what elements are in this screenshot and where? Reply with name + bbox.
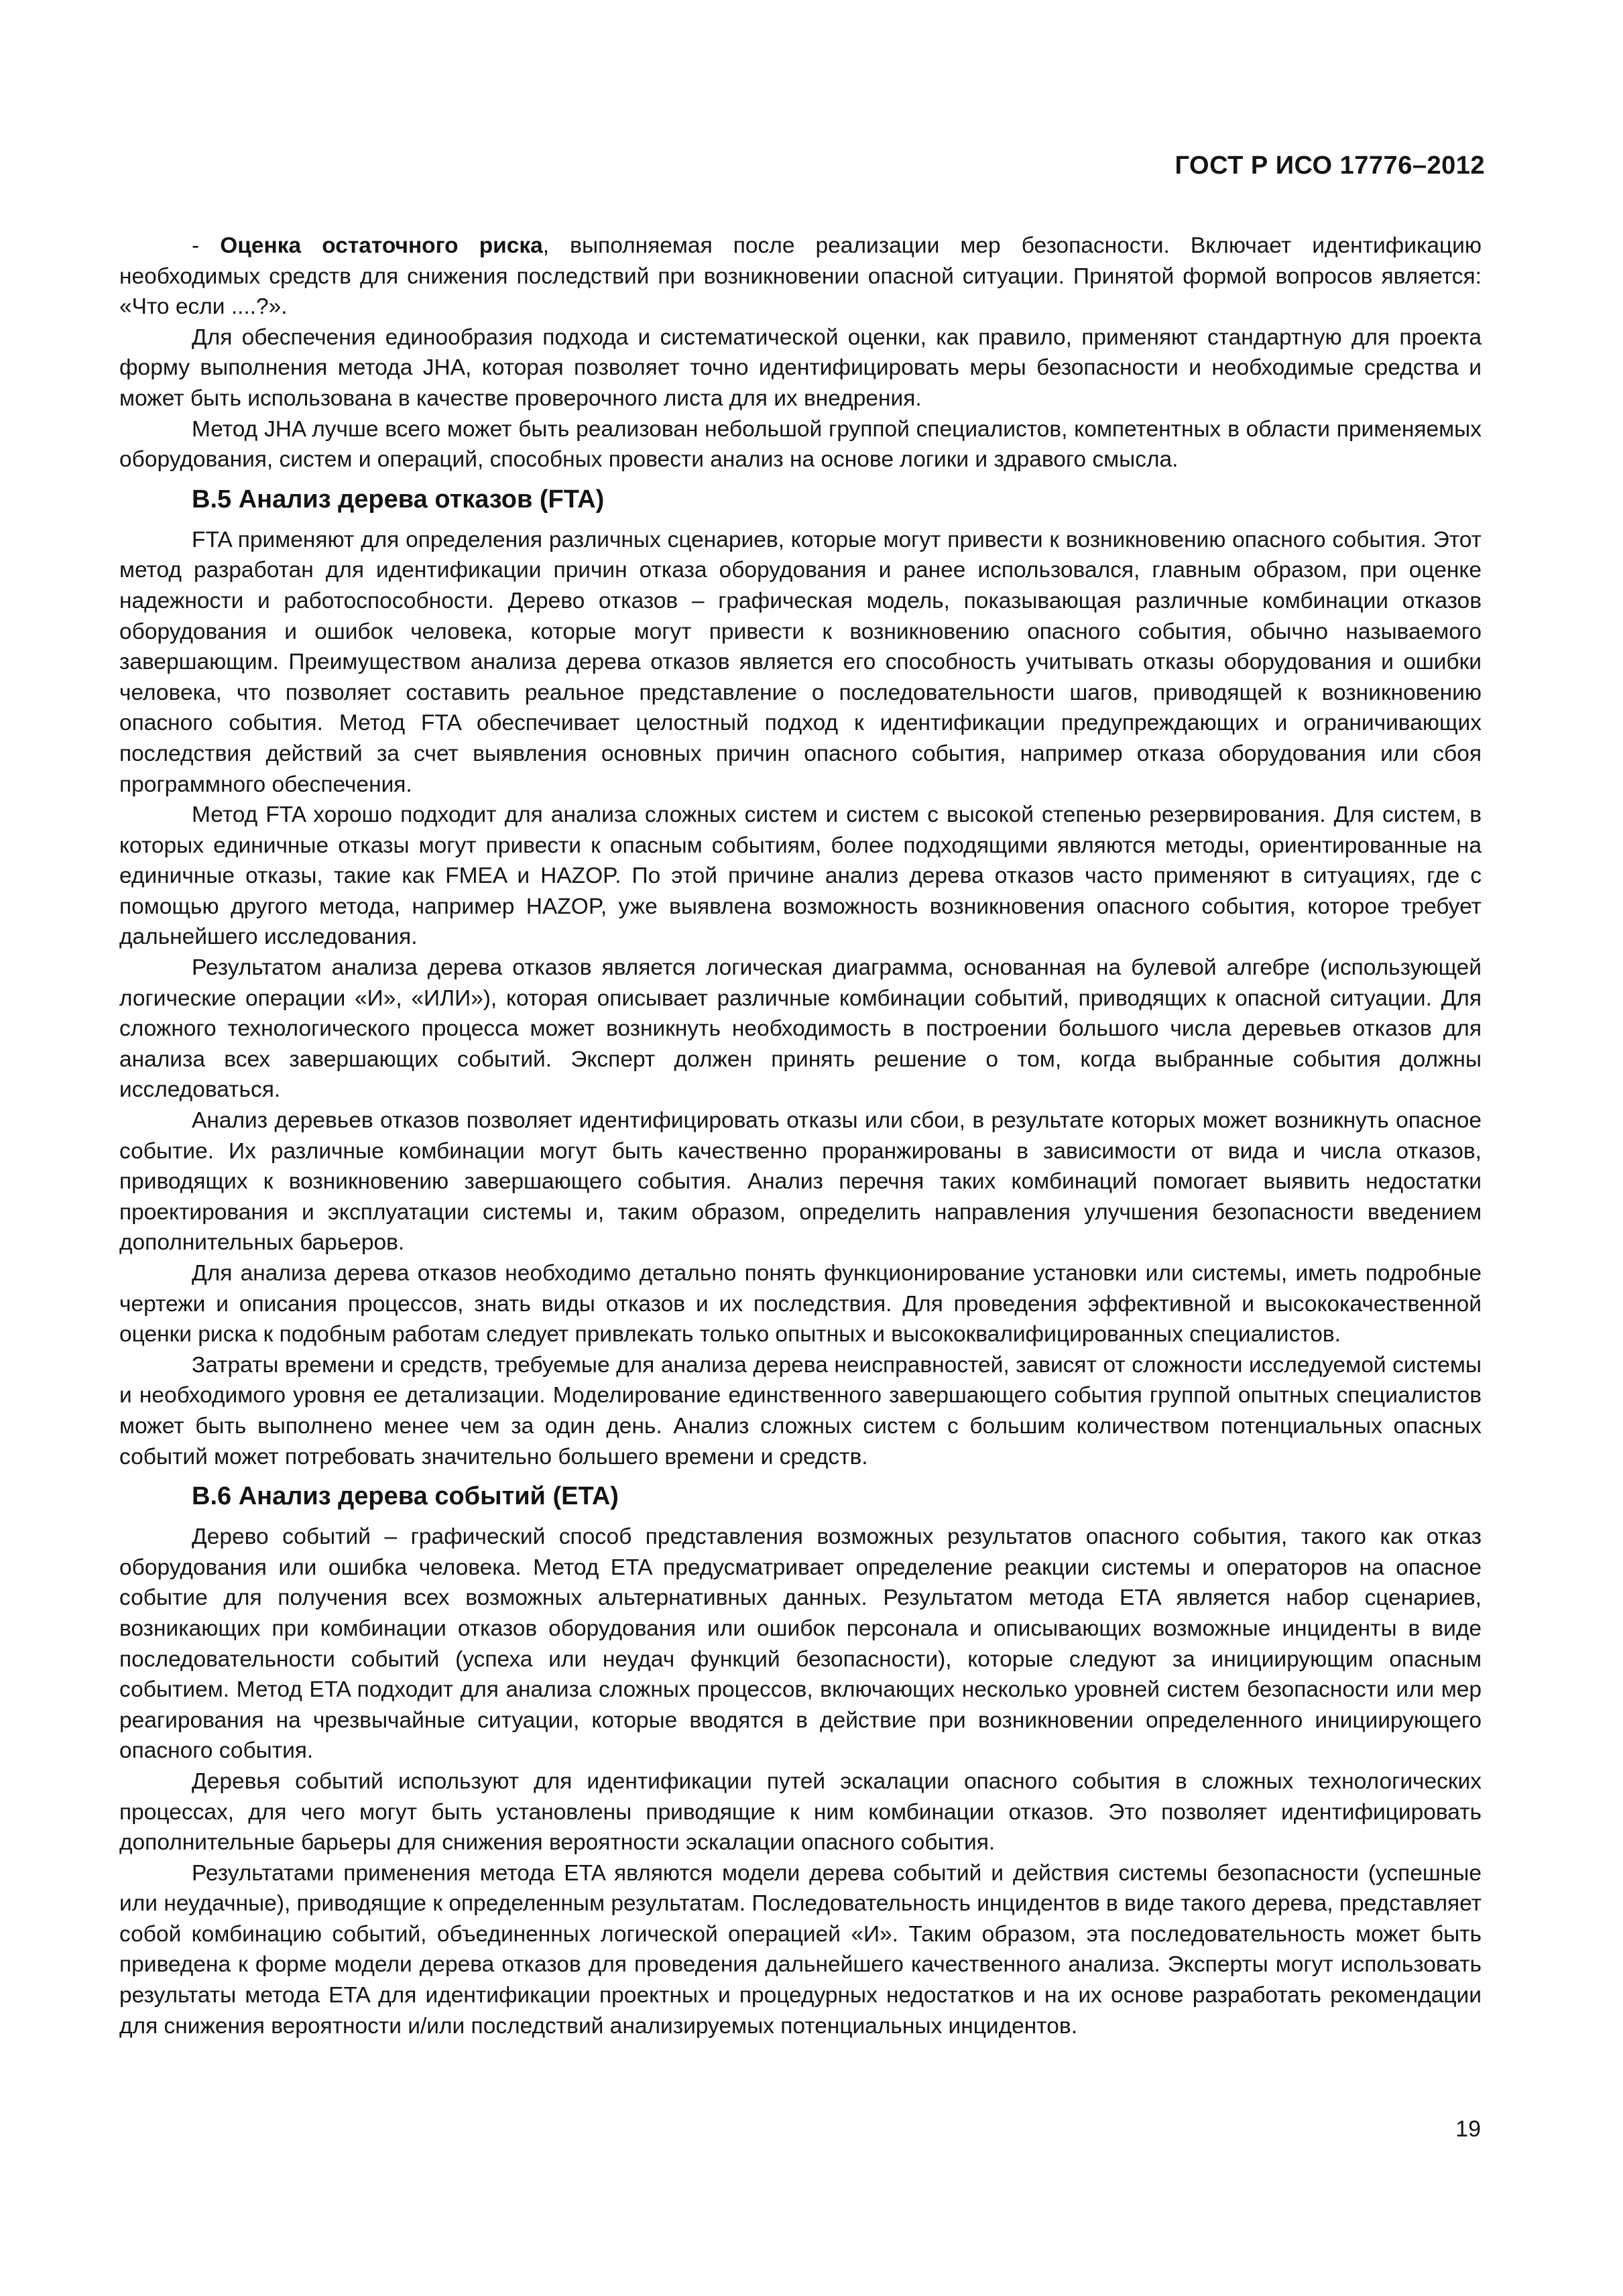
page-number: 19 xyxy=(1455,2116,1481,2142)
paragraph-fta-3: Результатом анализа дерева отказов является логическая диаграмма, основанная на булевой алгебре (использующей логические операции «И», «ИЛИ»), которая описывает различные комбинации событий, приводящих к опасной ситуации. Для сложного технологического процесса может возникнуть необходимость в построении большого числа деревьев отказов для анализа всех завершающих событий. Эксперт должен принять решение о том, когда выбранные события должны исследоваться. xyxy=(119,955,1482,1103)
paragraph-fta-2: Метод FTA хорошо подходит для анализа сложных систем и систем с высокой степенью резервирования. Для систем, в которых единичные отказы могут привести к опасным событиям, более подходящими являются методы, ориентированные на единичные отказы, такие как FMEA и HAZOP. По этой причине анализ дерева отказов часто применяют в ситуациях, где с помощью другого метода, например HAZOP, уже выявлена возможность возникновения опасного события, которое требует дальнейшего исследования. xyxy=(119,802,1482,950)
document-header: ГОСТ Р ИСО 17776–2012 xyxy=(1175,152,1485,180)
bullet-term: Оценка остаточного риска xyxy=(220,233,543,258)
section-heading-b6: B.6 Анализ дерева событий (ETA) xyxy=(192,1482,619,1511)
paragraph-fta-1: FTA применяют для определения различных сценариев, которые могут привести к возникновению опасного события. Этот метод разработан для идентификации причин отказа оборудования и ранее использовался, главным образом, при оценке надежности и работоспособности. Дерево отказов – графическая модель, показывающая различные комбинации отказов оборудования и ошибок человека, которые могут привести к возникновению опасного события, обычно называемого завершающим. Преимуществом анализа дерева отказов является его способность учитывать отказы оборудования и ошибки человека, что позволяет составить реальное представление о последовательности шагов, приводящей к возникновению опасного события. Метод FTA обеспечивает целостный подход к идентификации предупреждающих и ограничивающих последствия действий за счет выявления основных причин опасного события, например отказа оборудования или сбоя программного обеспечения. xyxy=(119,527,1482,797)
paragraph-eta-2: Деревья событий используют для идентификации путей эскалации опасного события в сложных технологических процессах, для чего могут быть установлены приводящие к ним комбинации отказов. Это позволяет идентифицировать дополнительные барьеры для снижения вероятности эскалации опасного события. xyxy=(119,1768,1482,1856)
paragraph-fta-6: Затраты времени и средств, требуемые для анализа дерева неисправностей, зависят от сложности исследуемой системы и необходимого уровня ее детализации. Моделирование единственного завершающего события группой опытных специалистов может быть выполнено менее чем за один день. Анализ сложных систем с большим количеством потенциальных опасных событий может потребовать значительно большего времени и средств. xyxy=(119,1352,1482,1469)
bullet-dash: - xyxy=(192,233,221,258)
paragraph-fta-5: Для анализа дерева отказов необходимо детально понять функционирование установки или системы, иметь подробные чертежи и описания процессов, знать виды отказов и их последствия. Для проведения эффективной и высококачественной оценки риска к подобным работам следует привлекать только опытных и высококвалифицированных специалистов. xyxy=(119,1261,1482,1347)
paragraph-eta-3: Результатами применения метода ETA являются модели дерева событий и действия системы безопасности (успешные или неудачные), приводящие к определенным результатам. Последовательность инцидентов в виде такого дерева, представляет собой комбинацию событий, объединенных логической операцией «И». Таким образом, эта последовательность может быть приведена к форме модели дерева отказов для проведения дальнейшего качественного анализа. Эксперты могут использовать результаты метода ETA для идентификации проектных и процедурных недостатков и на их основе разработать рекомендации для снижения вероятности и/или последствий анализируемых потенциальных инцидентов. xyxy=(119,1860,1482,2039)
page-content xyxy=(119,231,1482,2041)
paragraph-jha-form: Для обеспечения единообразия подхода и систематической оценки, как правило, применяют стандартную для проекта форму выполнения метода JHA, которая позволяет точно идентифицировать меры безопасности и необходимые средства и может быть использована в качестве проверочного листа для их внедрения. xyxy=(119,324,1482,411)
paragraph-jha-team: Метод JHA лучше всего может быть реализован небольшой группой специалистов, компетентных в области применяемых оборудования, систем и операций, способных провести анализ на основе логики и здравого смысла. xyxy=(119,416,1482,473)
bullet-text: , выполняемая после реализации мер безопасности. Включает идентификацию необходимых средств для снижения последствий при возникновении опасной ситуации. Принятой формой вопросов является: «Что если ....?». xyxy=(119,233,1482,320)
section-heading-b5: B.5 Анализ дерева отказов (FTA) xyxy=(192,485,605,513)
paragraph-eta-1: Дерево событий – графический способ представления возможных результатов опасного события, такого как отказ оборудования или ошибка человека. Метод ETA предусматривает определение реакции системы и операторов на опасное событие для получения всех возможных альтернативных данных. Результатом метода ETA является набор сценариев, возникающих при комбинации отказов оборудования или ошибок персонала и описывающих возможные инциденты в виде последовательности событий (успеха или неудач функций безопасности), которые следуют за инициирующим опасным событием. Метод ETA подходит для анализа сложных процессов, включающих несколько уровней систем безопасности или мер реагирования на чрезвычайные ситуации, которые вводятся в действие при возникновении определенного инициирующего опасного события. xyxy=(119,1524,1482,1764)
paragraph-fta-4: Анализ деревьев отказов позволяет идентифицировать отказы или сбои, в результате которых может возникнуть опасное событие. Их различные комбинации могут быть качественно проранжированы в зависимости от вида и числа отказов, приводящих к возникновению завершающего события. Анализ перечня таких комбинаций помогает выявить недостатки проектирования и эксплуатации системы и, таким образом, определить направления улучшения безопасности введением дополнительных барьеров. xyxy=(119,1108,1482,1256)
bullet-residual-risk xyxy=(119,231,1482,322)
